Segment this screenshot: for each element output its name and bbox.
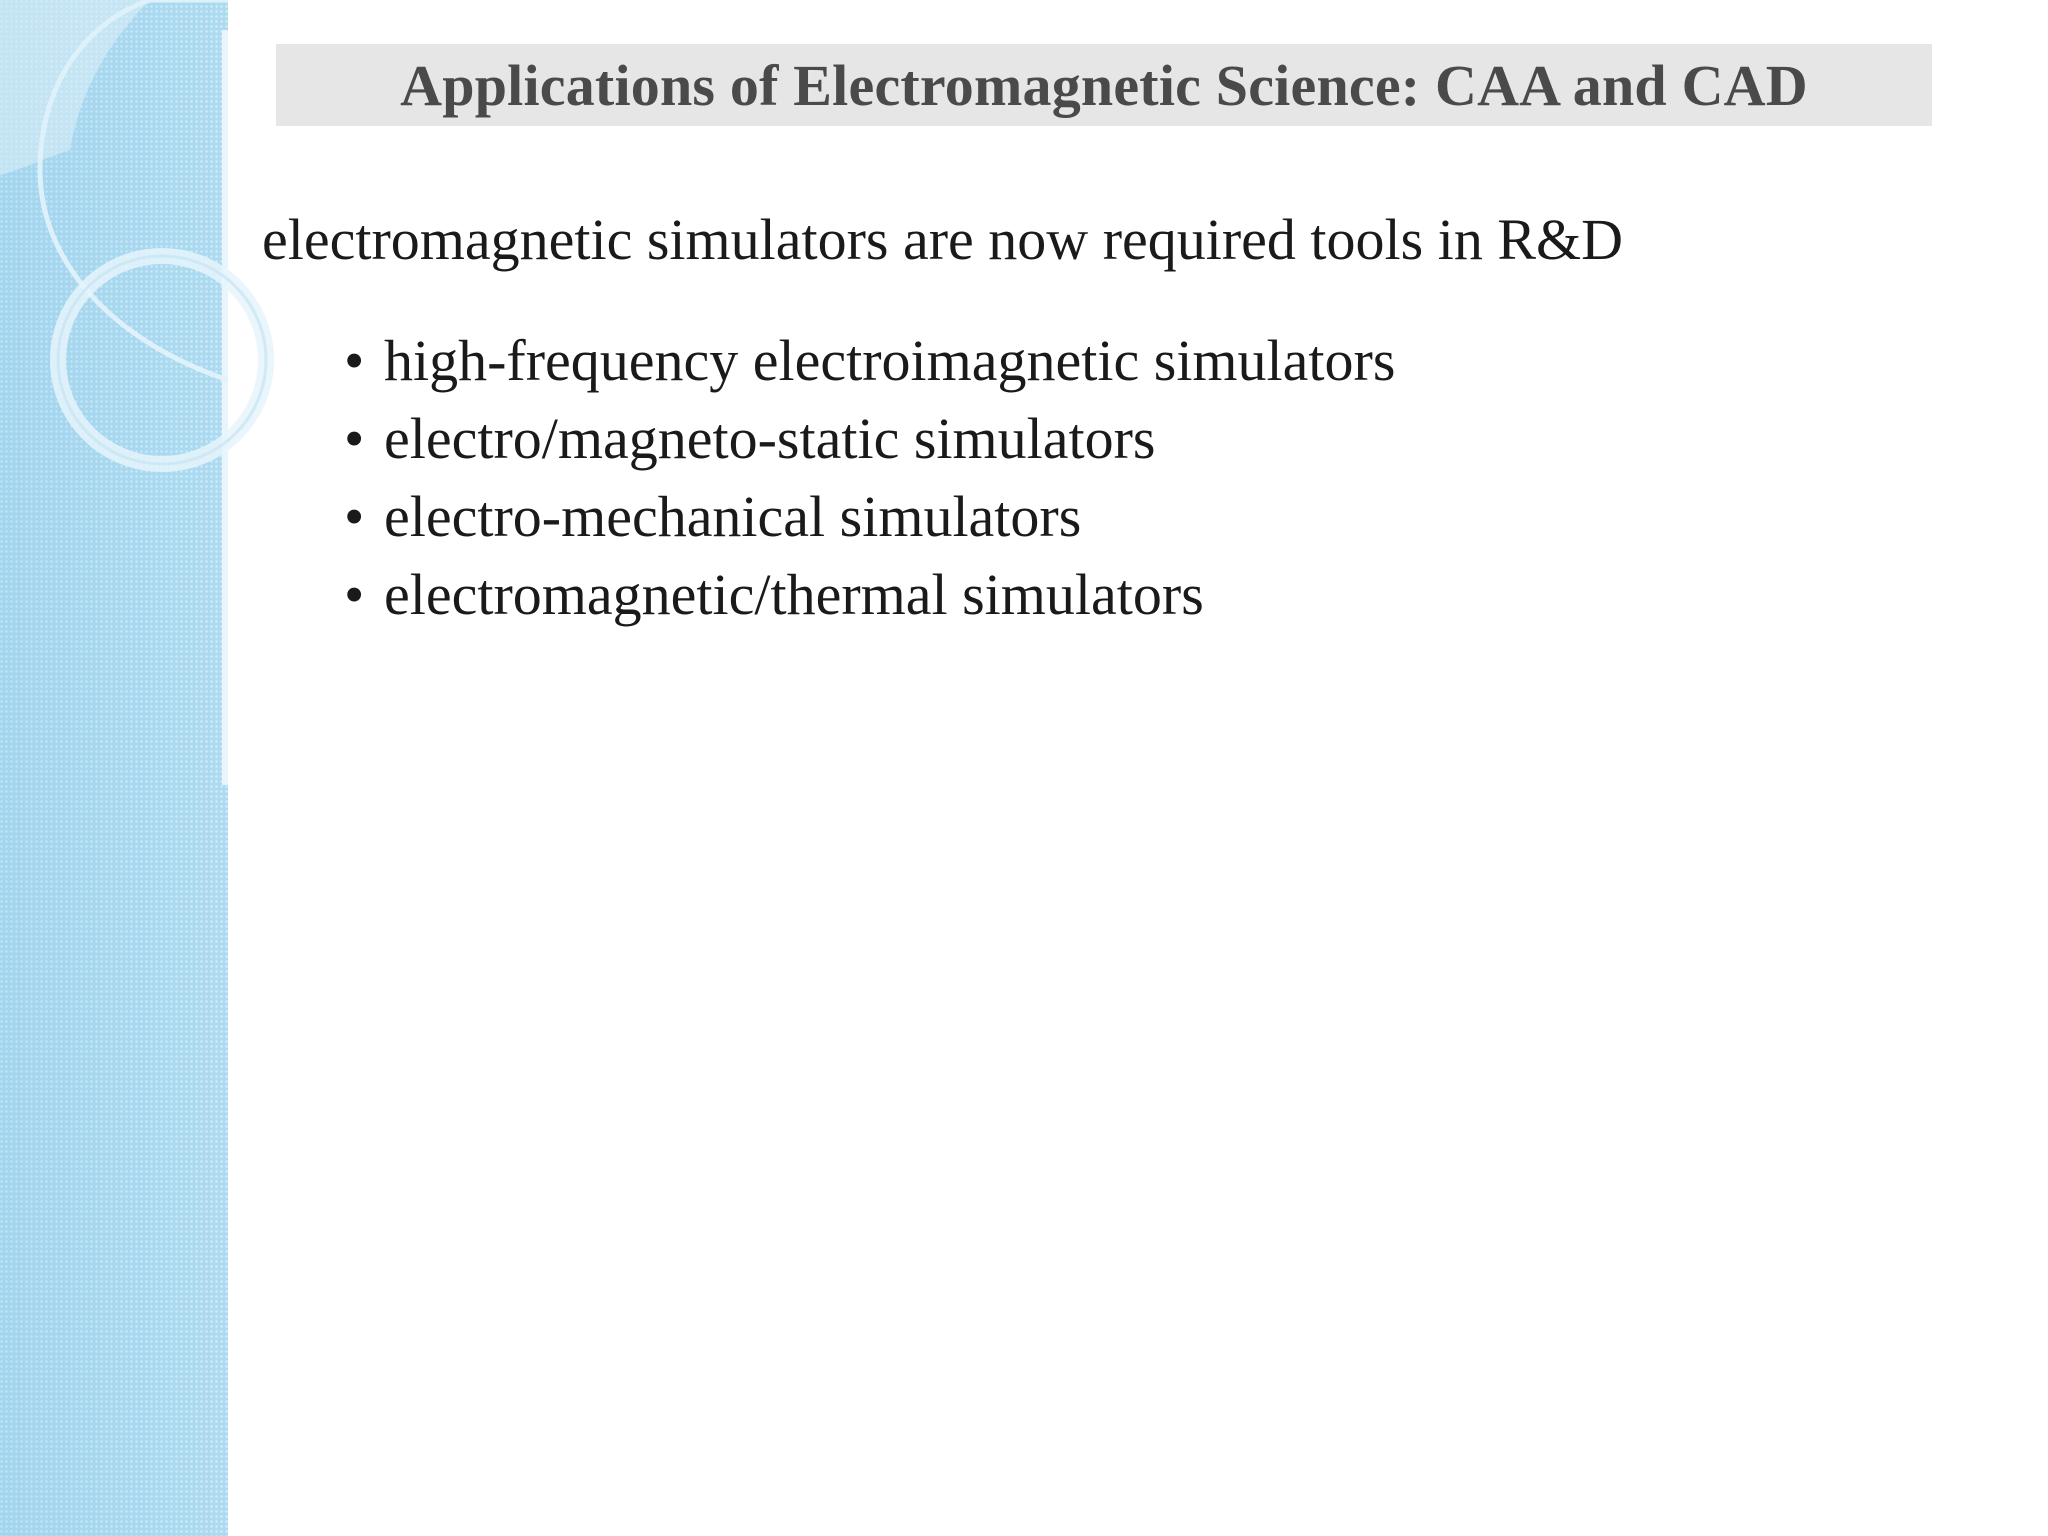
bullet-list — [344, 322, 1395, 634]
slide-title: Applications of Electromagnetic Science: CAA and CAD — [400, 52, 1808, 118]
title-bar — [276, 44, 1932, 126]
list-item — [344, 478, 1395, 556]
decorative-circles — [0, 0, 300, 520]
bullet-icon: • — [344, 406, 365, 471]
bullet-icon: • — [344, 484, 365, 549]
bullet-text: high-frequency electroimagnetic simulators — [384, 328, 1396, 393]
bullet-text: electromagnetic/thermal simulators — [384, 562, 1204, 627]
list-item — [344, 322, 1395, 400]
bullet-text: electro-mechanical simulators — [384, 484, 1082, 549]
list-item — [344, 400, 1395, 478]
bullet-icon: • — [344, 562, 365, 627]
intro-text: electromagnetic simulators are now required tools in R&D — [262, 207, 1624, 272]
highlight-shape — [0, 0, 150, 175]
small-ring-outline-shape — [58, 256, 266, 464]
bullet-text: electro/magneto-static simulators — [384, 406, 1156, 471]
bullet-icon: • — [344, 328, 365, 393]
list-item — [344, 556, 1395, 634]
